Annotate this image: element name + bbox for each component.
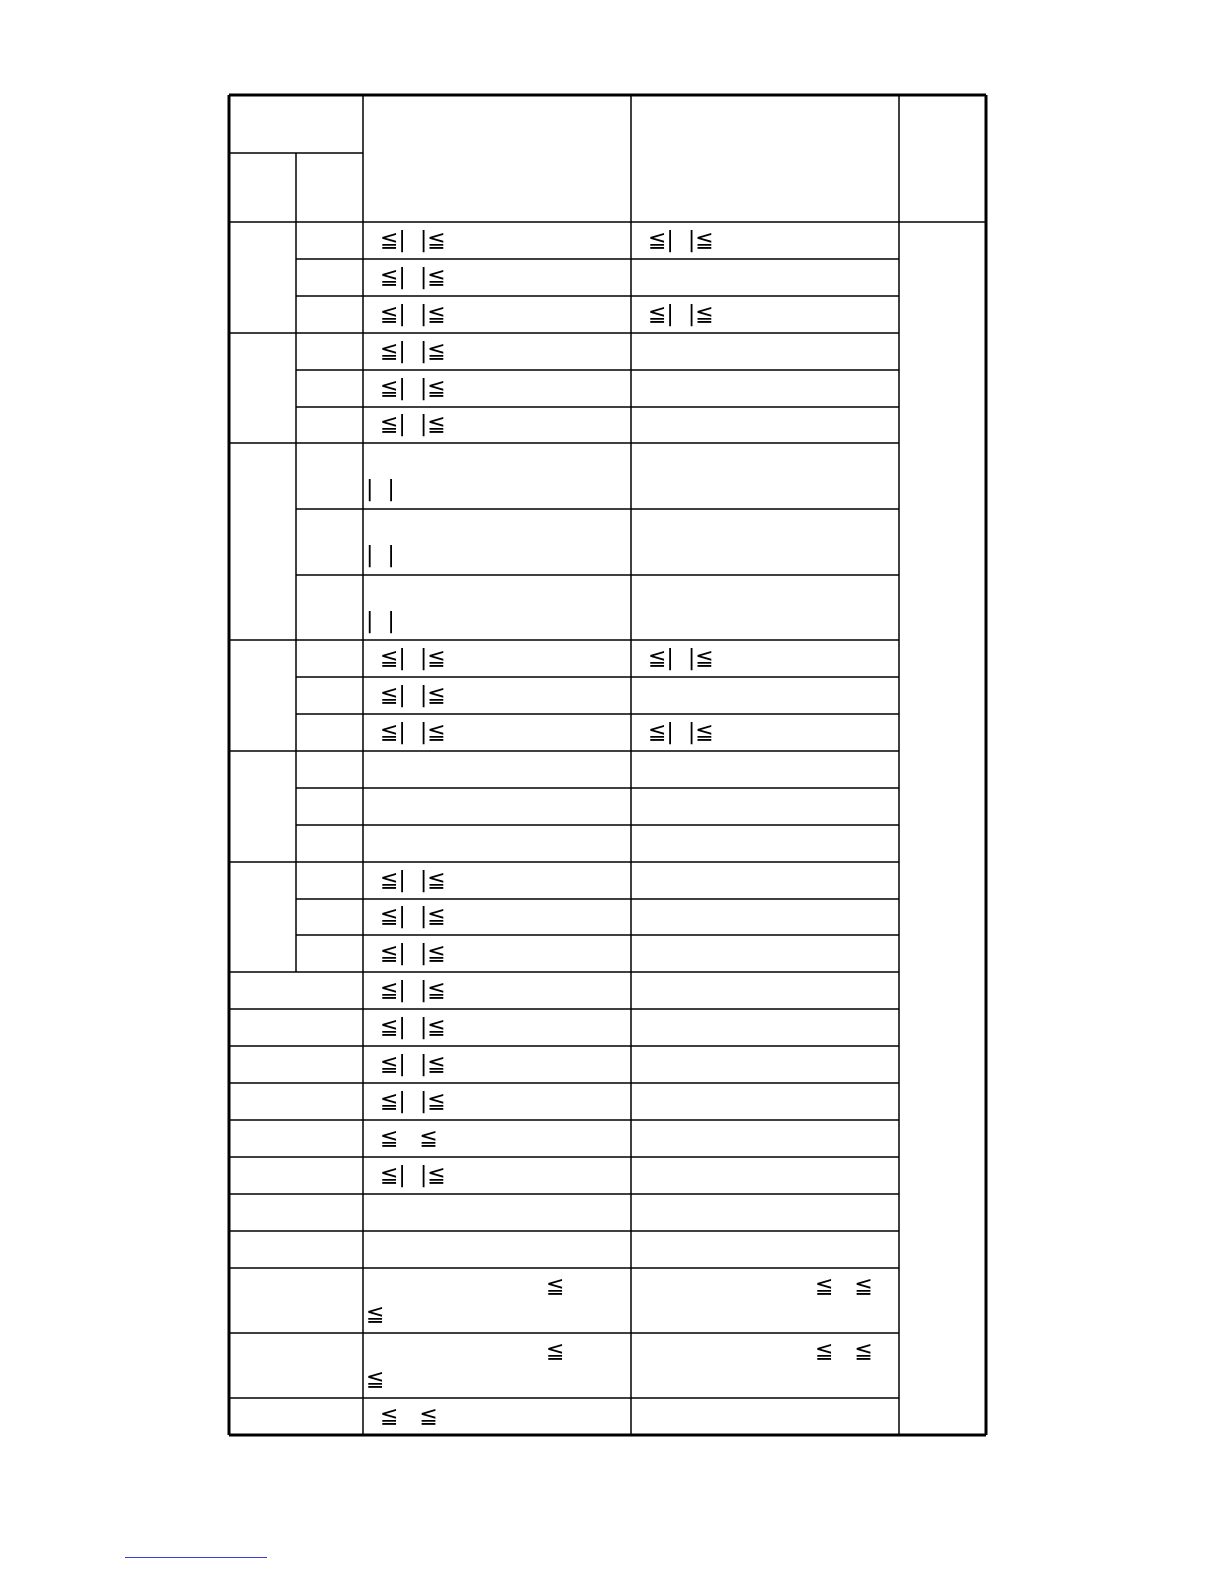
cell-symbol: ≦| |≦ [648,719,714,745]
cell-symbol: ≦| |≦ [380,904,446,929]
cell-symbol: ≦ ≦ [815,1274,873,1299]
cell-symbol: ≦| |≦ [380,682,446,708]
cell-symbol: ≦ [546,1339,565,1364]
cell-symbol: ≦| |≦ [380,645,446,671]
cell-symbol: ≦| |≦ [648,301,714,327]
cell-symbol: ≦ ≦ [380,1403,438,1429]
cell-symbol: ≦ [366,1302,385,1327]
cell-symbol: | | [366,543,395,568]
cell-symbol: ≦| |≦ [380,940,446,966]
cell-symbol: ≦| |≦ [380,227,446,253]
cell-symbol: ≦| |≦ [380,412,446,437]
cell-symbol: ≦| |≦ [380,338,446,364]
cell-symbol: ≦ [546,1274,565,1299]
cell-symbol: ≦| |≦ [380,1162,446,1188]
cell-symbol: ≦ [366,1367,385,1392]
cell-symbol: ≦| |≦ [380,375,446,401]
cell-symbol: ≦| |≦ [380,301,446,327]
cell-symbol: ≦| |≦ [380,719,446,745]
cell-symbol: ≦ ≦ [815,1339,873,1364]
cell-symbol: ≦| |≦ [380,1088,446,1114]
cell-symbol: ≦| |≦ [380,264,446,290]
cell-symbol: ≦| |≦ [380,867,446,893]
footnote-separator [125,1557,267,1558]
cell-symbol: | | [366,609,395,634]
cell-symbol: | | [366,477,395,502]
cell-symbol: ≦ ≦ [380,1125,438,1151]
cell-symbol: ≦| |≦ [648,227,714,253]
cell-symbol: ≦| |≦ [380,1051,446,1077]
cell-symbol: ≦| |≦ [380,977,446,1003]
cell-symbol: ≦| |≦ [380,1014,446,1040]
cell-symbol: ≦| |≦ [648,645,714,671]
